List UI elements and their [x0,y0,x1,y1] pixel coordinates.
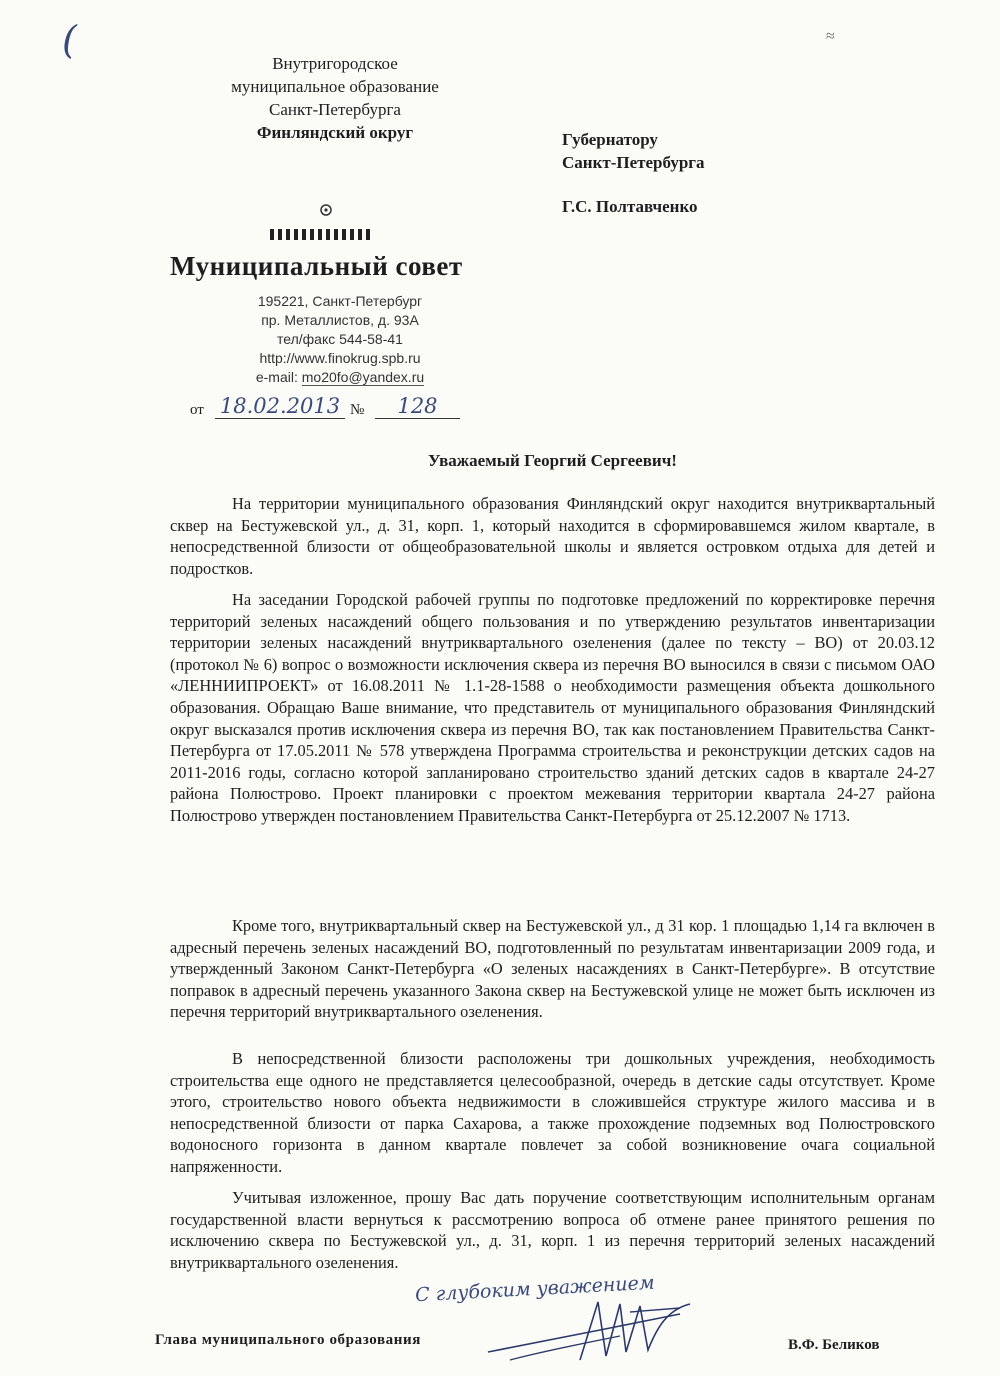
recipient-line-1: Губернатору [562,130,658,149]
date-number-line [190,394,470,428]
corner-mark: ≈ [826,28,835,45]
address-email [215,368,465,387]
margin-mark: ( [62,18,77,62]
date-label: от [190,402,204,418]
sender-block [200,52,470,144]
address-web: http://www.finokrug.spb.ru [259,350,421,366]
sender-district: Финляндский округ [256,123,414,142]
email-value: mo20fo@yandex.ru [301,369,425,385]
address-street: пр. Металлистов, д. 93А [261,312,419,328]
body-paragraph-4: В непосредственной близости расположены три дошкольных учреждения, необходимость строительства еще одного не представляется целесообразной, очередь в детские сады отсутствует. Кроме этого, строительство нового объекта недвижимости в сложившейся структуре жилого массива и в непосредственной близости от парка Сахарова, а также прохождение подземных вод Полюстровского водоносного горизонта в данном квартале повлечет за собой возникновение очага социальной напряженности. [170,1049,935,1176]
email-label: e-mail: [255,369,298,385]
council-title: Муниципальный совет [170,251,463,281]
address-postal: 195221, Санкт-Петербург [257,293,423,309]
body-paragraph-5: Учитывая изложенное, прошу Вас дать поручение соответствующим исполнительным органам государственной власти вернуться к рассмотрению вопроса об отмене ранее принятого решения по исключению сквера по Бестужевской ул., д. 31, корп. 1 из перечня территорий зеленых насаждений внутриквартального озеленения. [170,1188,935,1272]
recipient-name: Г.С. Полтавченко [562,197,698,216]
salutation: Уважаемый Георгий Сергеевич! [428,451,677,470]
number-label: № [350,402,365,418]
body-paragraph-2: На заседании Городской рабочей группы по подготовке предложений по корректировке перечня территорий зеленых насаждений общего пользования и по утверждению результатов инвентаризации территории зеленых насаждений внутриквартального озеленения (далее по тексту – ВО) от 20.03.12 (протокол № 6) вопрос о возможности исключения сквера из перечня ВО выносился в связи с письмом ОАО «ЛЕННИИПРОЕКТ» от 16.08.2011 № 1.1-28-1588 о необходимости размещения объекта дошкольного образования. Обращаю Ваше внимание, что представитель от муниципального образования Финляндский округ высказался против исключения сквера из перечня ВО, так как постановлением Правительства Санкт-Петербурга от 17.05.2011 № 578 утверждена Программа строительства и реконструкции детских садов на 2011-2016 годы, согласно которой запланировано строительство зданий детских садов в квартале 24-27 района Полюстрово. Проект планировки с проектом межевания территории квартала 24-27 района Полюстрово утвержден постановлением Правительства Санкт-Петербурга от 25.12.2007 № 1713. [170,590,935,825]
date-value: 18.02.2013 [215,394,345,419]
body-paragraph-3: Кроме того, внутриквартальный сквер на Бестужевской ул., д 31 кор. 1 площадью 1,14 га включен в адресный перечень зеленых насаждений ВО, подготовленный по результатам инвентаризации 2009 года, и утвержденный Законом Санкт-Петербурга «О зеленых насаждениях в Санкт-Петербурге». В отсутствие поправок в адресный перечень указанного Закона сквер на Бестужевской улице не может быть исключен из перечня территорий внутриквартального озеленения. [170,916,935,1022]
address-phone: тел/факс 544-58-41 [277,331,403,347]
recipient-block [562,128,705,174]
number-value: 128 [375,394,460,419]
sender-line-3: Санкт-Петербурга [269,100,401,119]
sender-line-1: Внутригородское [272,54,398,73]
signatory-name: В.Ф. Беликов [788,1337,880,1353]
recipient-line-2: Санкт-Петербурга [562,153,705,172]
closing-handwritten: С глубоким уважением [414,1271,656,1307]
address-block [215,292,465,387]
emblem-icon [268,200,378,244]
handwritten-signature [480,1290,720,1368]
sender-line-2: муниципальное образование [231,77,439,96]
body-paragraph-1: На территории муниципального образования Финляндский округ находится внутриквартальный сквер на Бестужевской ул., д. 31, корп. 1, который находится в сформировавшемся жилом квартале, в непосредственной близости от общеобразовательной школы и является островком отдыха для детей и подростков. [170,494,935,578]
signatory-title: Глава муниципального образования [155,1332,421,1348]
